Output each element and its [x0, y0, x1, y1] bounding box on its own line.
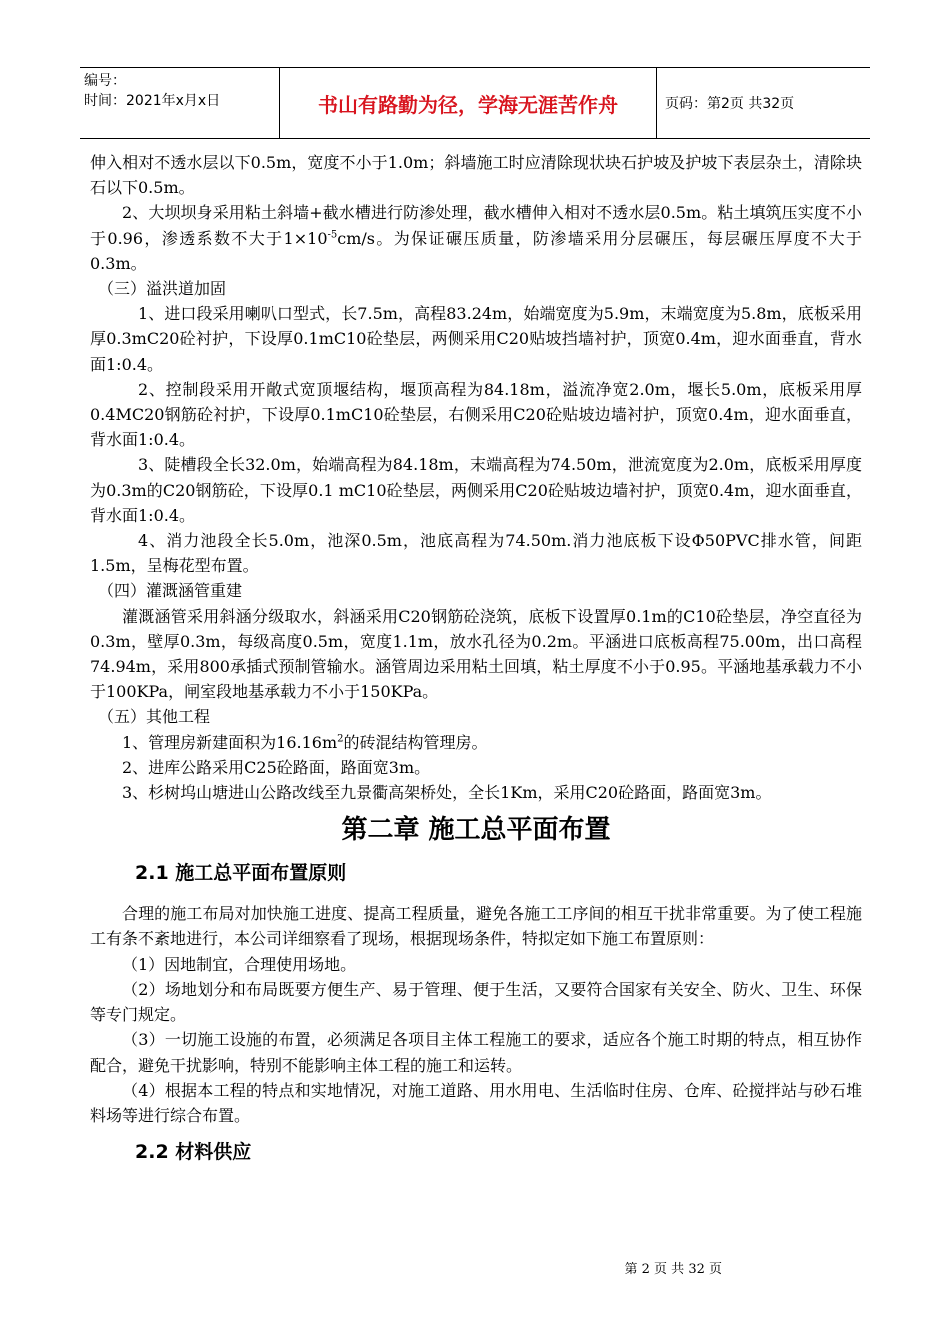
paragraph: 4、消力池段全长5.0m，池深0.5m，池底高程为74.50m.消力池底板下设Φ50PVC排水管，间距1.5m，呈梅花型布置。: [90, 531, 862, 576]
list-item: （1）因地制宜，合理使用场地。: [122, 954, 357, 974]
document-number: 编号：: [84, 73, 126, 89]
list-item: （3）一切施工设施的布置，必须满足各项目主体工程施工的要求，适应各个施工时期的特点，相互协作配合，避免干扰影响，特别不能影响主体工程的施工和运转。: [90, 1030, 862, 1075]
page-header: [80, 67, 870, 139]
paragraph: 2、大坝坝身采用粘土斜墙+截水槽进行防渗处理，截水槽伸入相对不透水层0.5m。粘土填筑压实度不小于0.96，渗透系数不大于$1\times 10^{-5}cm/s$。为保证碾压质量，防渗墙采用分层碾压，每层碾压厚度不大于0.3m。: [90, 203, 862, 273]
subsection-heading: （四）灌溉涵管重建: [98, 581, 243, 601]
list-item: （4）根据本工程的特点和实地情况，对施工道路、用水用电、生活临时住房、仓库、砼搅拌站与砂石堆料场等进行综合布置。: [90, 1080, 862, 1125]
paragraph: 伸入相对不透水层以下0.5m，宽度不小于1.0m；斜墙施工时应清除现状块石护坡及护坡下表层杂土，清除块石以下0.5m。: [90, 153, 862, 198]
paragraph: 3、陡槽段全长32.0m，始端高程为84.18m，末端高程为74.50m，泄流宽度为2.0m，底板采用厚度为0.3m的C20钢筋砼，下设厚0.1 mC10砼垫层，两侧采用C20砼贴坡边墙衬护，顶宽0.4m，迎水面垂直，背水面1:0.4。: [90, 455, 862, 525]
header-page-number: 页码：第2页 共32页: [665, 96, 795, 112]
section-heading: 2.1 施工总平面布置原则: [135, 862, 347, 885]
paragraph: 1、进口段采用喇叭口型式，长7.5m，高程83.24m，始端宽度为5.9m，末端宽度为5.8m，底板采用厚0.3mC20砼衬护，下设厚0.1mC10砼垫层，两侧采用C20贴坡挡墙衬护，顶宽0.4m，迎水面垂直，背水面1:0.4。: [90, 304, 862, 374]
paragraph: 灌溉涵管采用斜涵分级取水，斜涵采用C20钢筋砼浇筑，底板下设置厚0.1m的C10砼垫层，净空直径为0.3m，壁厚0.3m，每级高度0.5m，宽度1.1m，放水孔径为0.2m。平涵进口底板高程75.00m，出口高程74.94m，采用800承插式预制管输水。涵管周边采用粘土回填，粘土厚度不小于0.95。平涵地基承载力不小于100KPa，闸室段地基承载力不小于150KPa。: [90, 606, 862, 702]
page-footer: 第 2 页 共 32 页: [624, 1262, 722, 1277]
document-body: [90, 150, 862, 1180]
header-motto: 书山有路勤为径，学海无涯苦作舟: [280, 68, 657, 138]
paragraph: 1、管理房新建面积为$16.16m^2$的砖混结构管理房。: [122, 732, 488, 752]
document-date: 时间：2021年x月x日: [84, 93, 221, 109]
header-meta: [80, 68, 280, 138]
chapter-title: 第二章 施工总平面布置: [341, 815, 611, 846]
subsection-heading: （三）溢洪道加固: [98, 279, 227, 299]
subsection-heading: （五）其他工程: [98, 707, 211, 727]
section-heading: 2.2 材料供应: [135, 1141, 252, 1164]
paragraph: 2、控制段采用开敞式宽顶堰结构，堰顶高程为84.18m，溢流净宽2.0m，堰长5.0m，底板采用厚0.4MC20钢筋砼衬护，下设厚0.1mC10砼垫层，右侧采用C20砼贴坡边墙衬护，顶宽0.4m，迎水面垂直，背水面1:0.4。: [90, 379, 862, 450]
paragraph: 2、进库公路采用C25砼路面，路面宽3m。: [122, 757, 431, 777]
paragraph: 3、杉树坞山塘进山公路改线至九景衢高架桥处，全长1Km，采用C20砼路面，路面宽3m。: [122, 783, 772, 803]
list-item: （2）场地划分和布局既要方便生产、易于管理、便于生活，又要符合国家有关安全、防火、卫生、环保等专门规定。: [90, 979, 862, 1025]
paragraph: 合理的施工布局对加快施工进度、提高工程质量，避免各施工工序间的相互干扰非常重要。为了使工程施工有条不紊地进行，本公司详细察看了现场，根据现场条件，特拟定如下施工布置原则：: [90, 904, 862, 949]
